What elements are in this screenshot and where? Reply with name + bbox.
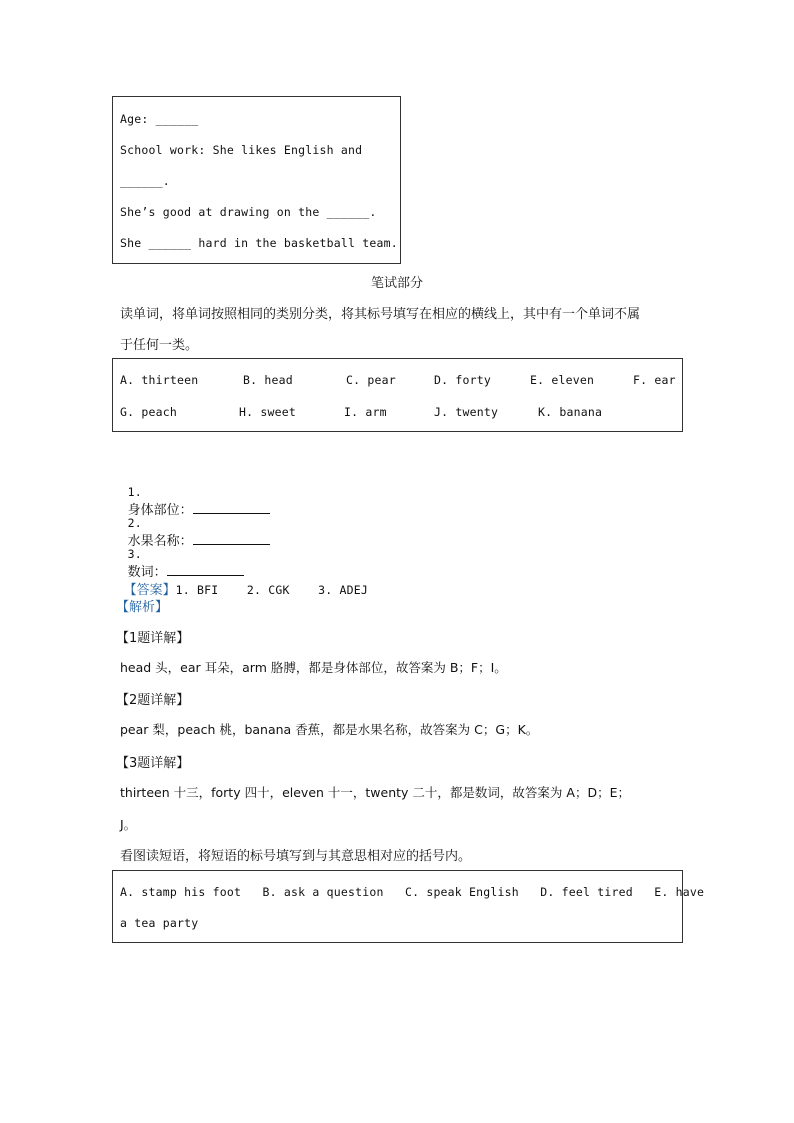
word-option: C. pear — [346, 373, 396, 387]
phrase-line-1: A. stamp his foot B. ask a question C. speak English D. feel tired E. have — [120, 885, 705, 899]
answer-text: 1. BFI 2. CGK 3. ADEJ — [175, 583, 368, 597]
question-label: 身体部位： — [127, 503, 193, 518]
question-number: 3. — [127, 547, 142, 561]
info-line-school-work: School work: She likes English and — [120, 143, 363, 157]
word-option: I. arm — [344, 405, 387, 419]
word-option: F. ear — [633, 373, 676, 387]
info-line-drawing: She’s good at drawing on the ______. — [120, 205, 377, 219]
phrase-line-2: a tea party — [120, 916, 199, 930]
word-option: K. banana — [538, 405, 603, 419]
question-label: 数词： — [127, 565, 167, 580]
detail-2-text: pear 梨，peach 桃，banana 香蕉，都是水果名称，故答案为 C；G；K。 — [120, 722, 539, 737]
answer-tag: 【答案】 — [123, 583, 176, 598]
detail-1-text: head 头，ear 耳朵，arm 胳膊，都是身体部位，故答案为 B；F；I。 — [120, 660, 507, 675]
info-line-age: Age: ______ — [120, 112, 199, 126]
section-title: 笔试部分 — [370, 276, 423, 291]
word-option: B. head — [243, 373, 293, 387]
detail-3-text: thirteen 十三，forty 四十，eleven 十一，twenty 二十，都是数词，故答案为 A；D；E； — [120, 785, 630, 800]
word-option: H. sweet — [239, 405, 296, 419]
question-instruction-line2: 于任何一类。 — [120, 338, 199, 353]
question-label: 水果名称： — [127, 534, 193, 549]
phrase-instruction: 看图读短语，将短语的标号填写到与其意思相对应的括号内。 — [120, 849, 472, 864]
info-line-blank: ______. — [120, 174, 170, 188]
question-number: 1. — [127, 485, 142, 499]
word-option: D. forty — [434, 373, 491, 387]
word-option: E. eleven — [530, 373, 595, 387]
info-line-basketball: She ______ hard in the basketball team. — [120, 236, 398, 250]
detail-3-tag: 【3题详解】 — [116, 756, 190, 771]
question-instruction-line1: 读单词，将单词按照相同的类别分类，将其标号填写在相应的横线上，其中有一个单词不属 — [120, 307, 641, 322]
info-card — [112, 96, 401, 264]
detail-2-tag: 【2题详解】 — [116, 693, 190, 708]
phrase-bank-box — [112, 870, 705, 943]
analysis-tag: 【解析】 — [116, 600, 169, 615]
detail-3-text-cont: J。 — [120, 817, 137, 832]
detail-1-tag: 【1题详解】 — [116, 631, 190, 646]
word-bank-box — [112, 358, 683, 432]
word-option: G. peach — [120, 405, 177, 419]
answer-line — [116, 565, 368, 598]
word-option: A. thirteen — [120, 373, 199, 387]
question-number: 2. — [127, 516, 142, 530]
word-option: J. twenty — [434, 405, 499, 419]
